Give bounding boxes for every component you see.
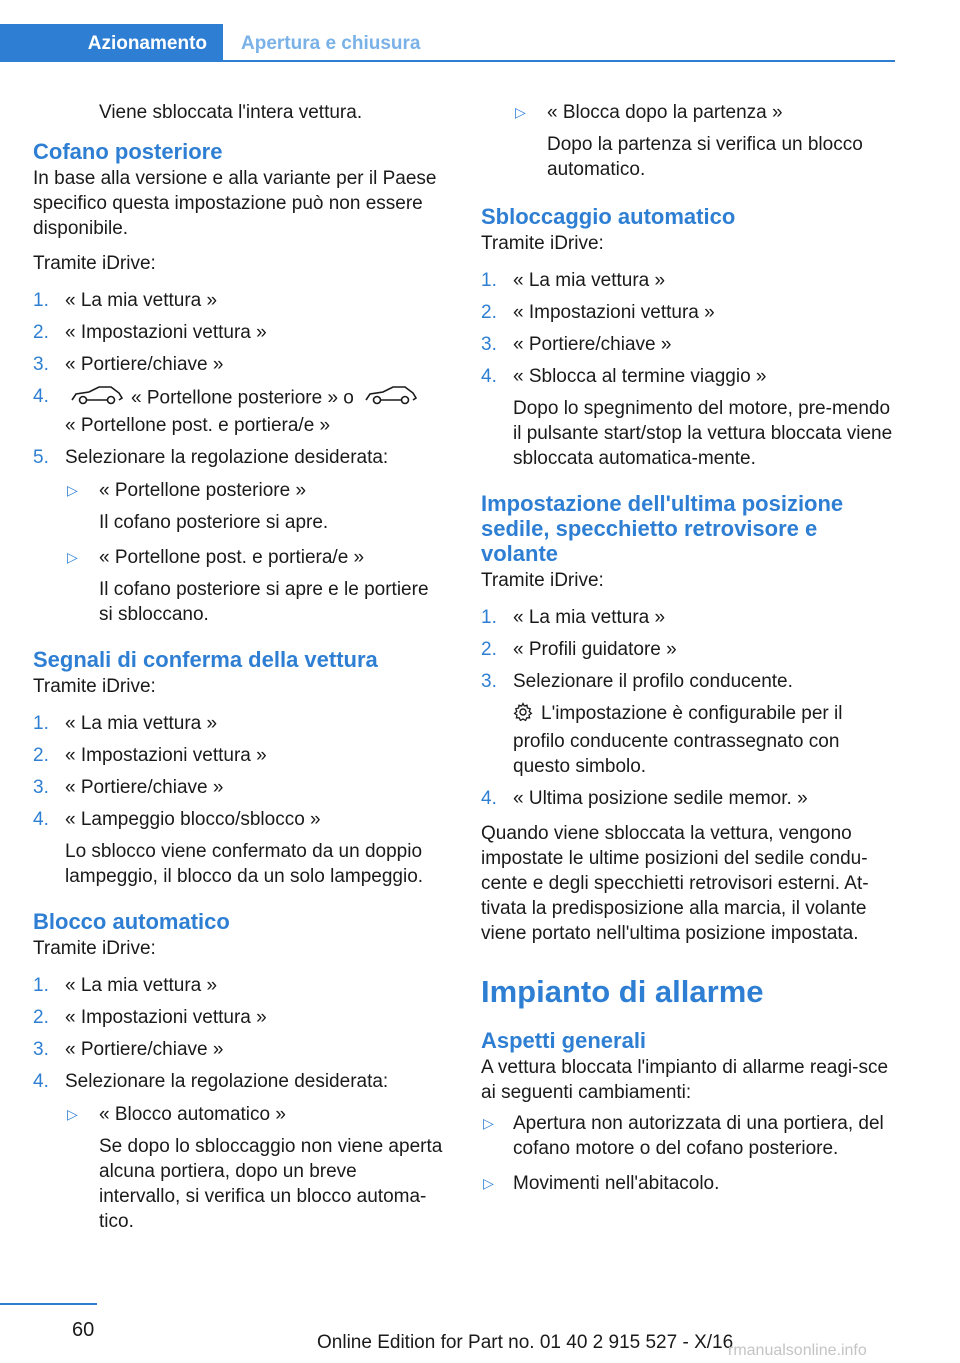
car-rear-icon [363,384,419,413]
watermark: rmanualsonline.info [728,1342,867,1359]
triangle-bullet-icon: ▷ [67,482,78,498]
triangle-bullet-icon: ▷ [67,549,78,565]
header-rule [223,60,895,62]
blocco-options-cont [513,100,895,182]
option-item: ▷ « Blocco automatico » Se dopo lo sbloccaggio non viene aperta alcuna portiera, dopo un breve intervallo, si verifica un blocco automa‐tico. [67,1104,443,1232]
list-item: 1. « La mia vettura » [481,270,666,291]
option-item: ▷ « Blocca dopo la partenza » Dopo la partenza si verifica un blocco automatico. [515,102,863,180]
blocco-steps [33,973,443,1234]
ultima-para: Quando viene sbloccata la vettura, vengono impostate le ultime posizioni del sedile condu‐cente e degli specchietti retrovisori esterni. At‐tivata la predisposizione alla marcia, il volante viene portato nell'ultima posizione impostata. [481,823,869,944]
list-item: 4. Selezionare la regolazione desiderata: ▷ « Blocco automatico » Se dopo lo sbloccaggio non viene aperta alcuna portiera, dopo un breve intervallo, si verifica un blocco automa‐tico. [33,1071,443,1232]
sbloccaggio-tramite: Tramite iDrive: [481,233,604,254]
segnali-tramite: Tramite iDrive: [33,676,156,697]
car-rear-icon [69,384,125,413]
ultima-tramite: Tramite iDrive: [481,570,604,591]
list-item: 1. « La mia vettura » [33,290,218,311]
section-title-aspetti: Aspetti generali [481,1028,647,1053]
list-item: 4. « Portellone posteriore » o « Portellone post. e portiera/e » [33,384,443,438]
list-item: 4. « Sblocca al termine viaggio » Dopo lo spegnimento del motore, pre‐mendo il pulsante start/stop la vettura bloccata viene sbloccata automatica‐mente. [481,366,893,469]
right-column [481,100,895,1206]
blocco-tramite: Tramite iDrive: [33,938,156,959]
ultima-steps [481,605,895,811]
left-column [33,100,443,1244]
list-item: 4. « Ultima posizione sedile memor. » [481,788,808,809]
segnali-steps [33,711,443,889]
edition-text: Online Edition for Part no. 01 40 2 915 527 - X/16 [317,1332,734,1353]
triangle-bullet-icon: ▷ [483,1115,494,1131]
section-title-segnali: Segnali di conferma della vettura [33,647,378,672]
list-item: 5. Selezionare la regolazione desiderata: ▷ « Portellone posteriore » Il cofano posteriore si apre. ▷ « Portellone post. e portiera/e » Il cofano posteriore si apre e le portiere si sbloccano. [33,445,443,627]
list-item: 4. « Lampeggio blocco/sblocco » Lo sblocco viene confermato da un doppio lampeggio, il blocco da un solo lampeggio. [33,809,424,887]
list-item: 3. Selezionare il profilo conducente. L'impostazione è configurabile per il profilo conducente contrassegnato con questo simbolo. [481,671,843,777]
cofano-desc: In base alla versione e alla variante per il Paese specifico questa impostazione può non essere disponibile. [33,168,437,239]
cofano-steps [33,288,443,627]
list-item: 3. « Portiere/chiave » [33,777,224,798]
cofano-tramite: Tramite iDrive: [33,253,156,274]
intro-text: Viene sbloccata l'intera vettura. [99,102,363,123]
section-title-cofano: Cofano posteriore [33,139,223,164]
list-item: 3. « Portiere/chiave » [33,1039,224,1060]
driver-profile-gear-icon [513,702,533,729]
list-item: 2. « Impostazioni vettura » [481,302,715,323]
list-item: 1. « La mia vettura » [33,713,218,734]
allarme-desc: A vettura bloccata l'impianto di allarme reagi‐sce ai seguenti cambiamenti: [481,1057,889,1103]
list-item: 2. « Impostazioni vettura » [33,1007,267,1028]
list-item: 3. « Portiere/chiave » [33,354,224,375]
section-title-blocco: Blocco automatico [33,909,230,934]
chapter-title-allarme: Impianto di allarme [481,974,764,1009]
list-item: 3. « Portiere/chiave » [481,334,672,355]
header-tab-section: Apertura e chiusura [241,32,421,54]
bullet-item: ▷ Movimenti nell'abitacolo. [483,1173,720,1194]
sbloccaggio-steps [481,268,895,471]
list-item: 1. « La mia vettura » [481,607,666,628]
option-item: ▷ « Portellone post. e portiera/e » Il cofano posteriore si apre e le portiere si sbloccano. [67,547,429,625]
triangle-bullet-icon: ▷ [67,1106,78,1122]
option-item: ▷ « Portellone posteriore » Il cofano posteriore si apre. [67,480,329,533]
footer-rule [0,1303,97,1305]
bullet-item: ▷ Apertura non autorizzata di una portiera, del cofano motore o del cofano posteriore. [483,1113,884,1159]
header-tab-active: Azionamento [0,24,223,62]
triangle-bullet-icon: ▷ [483,1175,494,1191]
allarme-bullets [481,1111,895,1196]
list-item: 1. « La mia vettura » [33,975,218,996]
list-item: 2. « Profili guidatore » [481,639,677,660]
section-title-sbloccaggio: Sbloccaggio automatico [481,204,736,229]
triangle-bullet-icon: ▷ [515,104,526,120]
page-number: 60 [72,1319,95,1341]
section-title-ultima: Impostazione dell'ultima posizione sedile, specchietto retrovisore e volante [481,491,844,566]
list-item: 2. « Impostazioni vettura » [33,745,267,766]
list-item: 2. « Impostazioni vettura » [33,322,267,343]
